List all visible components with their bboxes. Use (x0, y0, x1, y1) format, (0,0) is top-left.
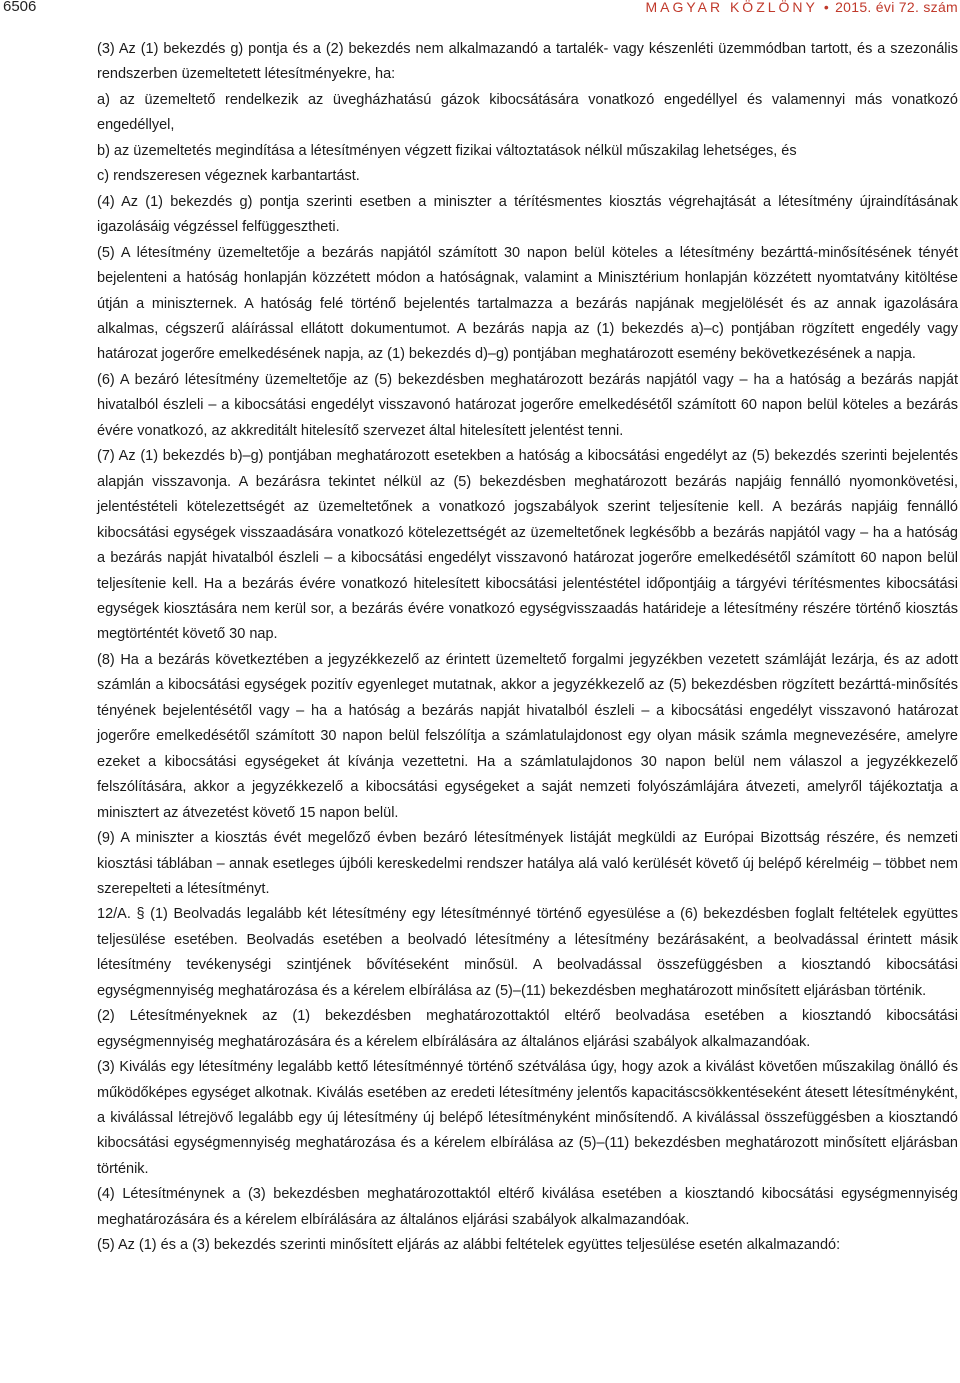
document-body (97, 37, 958, 1259)
section-12a-paragraph-4: (4) Létesítménynek a (3) bekezdésben meghatározottaktól eltérő kiválása esetében a kiosztandó kibocsátási egységmennyiség meghatározására és a kérelem elbírálására az általános eljárási szabályok alkalmazandóak. (97, 1186, 958, 1228)
paragraph-3: (3) Az (1) bekezdés g) pontja és a (2) bekezdés nem alkalmazandó a tartalék- vagy készenléti üzemmódban tartott, és a szezonális rendszerben üzemeltetett létesítményekre, ha: (97, 41, 958, 83)
issue-number: 2015. évi 72. szám (835, 0, 958, 15)
paragraph-5: (5) A létesítmény üzemeltetője a bezárás napjától számított 30 napon belül köteles a létesítmény bezárttá-minősítésének tényét bejelenteni a hatóság honlapján közzétett módon a hatóságnak, valamint a Minisztérium honlapján közzétett nyomtatvány kitöltése útján a miniszternek. A hatóság felé történő bejelentés tartalmazza a bezárás napjának megjelölését és az annak igazolására alkalmas, cégszerű aláírással ellátott dokumentumot. A bezárás napja az (1) bekezdés a)–c) pontjában rögzített engedély vagy határozat jogerőre emelkedésének napja, az (1) bekezdés d)–g) pontjában meghatározott esemény bekövetkezésének a napja. (97, 244, 958, 363)
paragraph-4: (4) Az (1) bekezdés g) pontja szerinti esetben a miniszter a térítésmentes kiosztás végrehajtását a létesítmény újraindításának igazolásáig végzéssel felfüggesztheti. (97, 193, 958, 236)
point-c: c) rendszeresen végeznek karbantartást. (97, 168, 360, 185)
paragraph-8: (8) Ha a bezárás következtében a jegyzékkezelő az érintett üzemeltető forgalmi jegyzékben vezetett számláját lezárja, és az adott számlán a kibocsátási egységek pozitív egyenleget mutatnak, akkor a jegyzékkezelő az (5) bekezdésben rögzített bezárttá-minősítés tényének bejelentésétől vagy – ha a hatóság a bezárás napját hivatalból észleli – a kibocsátási engedélyt visszavonó határozat jogerőre emelkedésétől számított 30 napon belül felszólítja a számlatulajdonost egy olyan másik számla megnevezésére, amelyre ezeket a kibocsátási egységeket át kívánja vezettetni. Ha a számlatulajdonos 30 napon belül nem válaszol a jegyzékkezelő felszólítására, akkor a jegyzékkezelő a kibocsátási egységeket a saját nemzeti folyószámlájára átvezeti, amelyről tájékoztatja a minisztert az átvezetést követő 15 napon belül. (97, 651, 958, 821)
header-separator: • (823, 0, 830, 15)
journal-name: MAGYAR KÖZLÖNY (645, 0, 818, 15)
point-b: b) az üzemeltetés megindítása a létesítményen végzett fizikai változtatások nélkül műszakilag lehetséges, és (97, 142, 797, 159)
running-title (645, 0, 958, 18)
section-12a-paragraph-2: (2) Létesítményeknek az (1) bekezdésben meghatározottaktól eltérő beolvadása esetében a kiosztandó kibocsátási egységmennyiség meghatározására és a kérelem elbírálására az általános eljárási szabályok alkalmazandóak. (97, 1008, 958, 1050)
section-12a-paragraph-5: (5) Az (1) és a (3) bekezdés szerinti minősített eljárás az alábbi feltételek együttes teljesülése esetén alkalmazandó: (97, 1237, 841, 1254)
page-header (0, 0, 960, 26)
page-number: 6506 (3, 0, 37, 15)
section-12a-paragraph-3: (3) Kiválás egy létesítmény legalább kettő létesítménnyé történő szétválása úgy, hogy azok a kiválást követően műszakilag önálló és működőképes egységet alkotnak. Kiválás esetében az eredeti létesítmény jelentős kapacitáscsökkentéseként átesett létesítményként, a kiválással létrejövő legalább egy új létesítmény új belépő létesítményként minősítendő. A kiválással összefüggésben a kiosztandó kibocsátási egységmennyiség meghatározása és a kérelem elbírálása az (5)–(11) bekezdésben meghatározott minősített eljárásban történik. (97, 1059, 958, 1177)
point-a: a) az üzemeltető rendelkezik az üvegházhatású gázok kibocsátására vonatkozó engedéllyel és valamennyi más vonatkozó engedéllyel, (97, 91, 958, 134)
paragraph-7: (7) Az (1) bekezdés b)–g) pontjában meghatározott esetekben a hatóság a kibocsátási engedélyt az (5) bekezdés szerinti bejelentés alapján visszavonja. A bezárásra tekintet nélkül az (5) bekezdésben meghatározott bezárás napjáig fennálló nyomonkövetési, jelentéstételi kötelezettségét az üzemeltetőnek a vonatkozó jogszabályok szerint teljesítenie kell. A bezárás napjáig fennálló kibocsátási egységek visszaadására vonatkozó kötelezettségét az üzemeltetőnek legkésőbb a bezárás napjától vagy – ha a hatóság a bezárás napját hivatalból észleli – a kibocsátási engedélyt visszavonó határozat jogerőre emelkedésétől számított 60 napon belül teljesítenie kell. Ha a bezárás évére vonatkozó hitelesített kibocsátási jelentéstétel időpontjáig a tárgyévi térítésmentes kibocsátási egységek kiosztására nem kerül sor, a bezárás évére vonatkozó egységvisszaadás határideje a létesítmény részére történő kiosztás megtörténtét követő 30 nap. (97, 448, 958, 643)
paragraph-6: (6) A bezáró létesítmény üzemeltetője az (5) bekezdésben meghatározott bezárás napjától vagy – ha a hatóság a bezárás napját hivatalból észleli – a kibocsátási engedélyt visszavonó határozat jogerőre emelkedésétől számított 60 napon belül köteles a bezárás évére vonatkozó, az akkreditált hitelesítő szervezet által hitelesített jelentést tenni. (97, 371, 958, 439)
section-12a-paragraph-1: 12/A. § (1) Beolvadás legalább két létesítmény egy létesítménnyé történő egyesülése a (6) bekezdésben foglalt feltételek együttes teljesülése esetében. Beolvadás esetében a beolvadó létesítmény a létesítmény bezárásaként, a beolvadással érintett másik létesítmény tevékenységi szintjének bővítéseként minősül. A beolvadással összefüggésben a kiosztandó kibocsátási egységmennyiség meghatározása és a kérelem elbírálása az (5)–(11) bekezdésben meghatározott minősített eljárásban történik. (97, 906, 958, 999)
paragraph-9: (9) A miniszter a kiosztás évét megelőző évben bezáró létesítmények listáját megküldi az Európai Bizottság részére, és nemzeti kiosztási táblában – annak esetleges újbóli kereskedelmi rendszer hatálya alá való kerülését követő új belépő kérelméig – többet nem szerepelteti a létesítményt. (97, 830, 958, 897)
